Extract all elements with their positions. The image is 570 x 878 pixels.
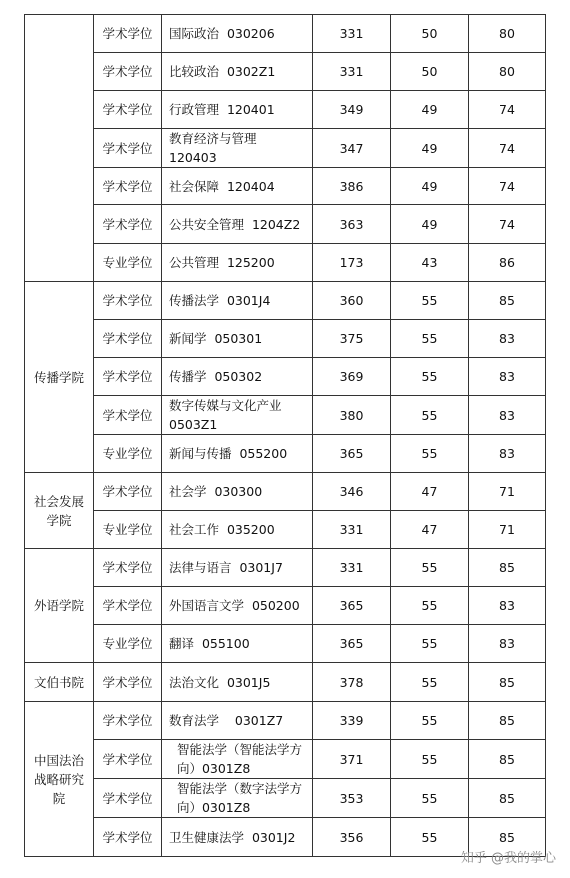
table-row [25,473,546,511]
total-score-cell: 331 [313,15,391,53]
total-score-cell: 365 [313,587,391,625]
single-subject-score-cell: 55 [391,818,469,857]
single-subject-score-cell: 49 [391,168,469,205]
table-row [25,282,546,320]
table-row [25,740,546,779]
degree-type-cell: 专业学位 [94,244,162,282]
major-cell: 公共安全管理 1204Z2 [162,205,313,244]
single-subject-score-cell: 55 [391,549,469,587]
total-score-cell: 331 [313,511,391,549]
total-score-cell: 346 [313,473,391,511]
single-subject-score-cell: 55 [391,282,469,320]
degree-type-cell: 学术学位 [94,818,162,857]
major-cell: 智能法学（数字法学方 向）0301Z8 [162,779,313,818]
single-subject-score-cell: 49 [391,205,469,244]
total-score-cell: 353 [313,779,391,818]
college-cell: 文伯书院 [25,663,94,702]
total-score-cell: 331 [313,549,391,587]
table-row [25,511,546,549]
single-subject-score-cell: 55 [391,358,469,396]
total-score-cell: 173 [313,244,391,282]
table-row [25,168,546,205]
other-subject-score-cell: 83 [469,625,546,663]
other-subject-score-cell: 85 [469,818,546,857]
major-cell: 传播学 050302 [162,358,313,396]
table-row [25,663,546,702]
major-cell: 数育法学 0301Z7 [162,702,313,740]
single-subject-score-cell: 55 [391,435,469,473]
single-subject-score-cell: 55 [391,587,469,625]
major-cell: 翻译 055100 [162,625,313,663]
single-subject-score-cell: 55 [391,625,469,663]
total-score-cell: 380 [313,396,391,435]
degree-type-cell: 学术学位 [94,168,162,205]
table-row [25,435,546,473]
single-subject-score-cell: 49 [391,129,469,168]
total-score-cell: 339 [313,702,391,740]
table-row [25,625,546,663]
single-subject-score-cell: 55 [391,740,469,779]
degree-type-cell: 学术学位 [94,473,162,511]
other-subject-score-cell: 83 [469,320,546,358]
major-cell: 法治文化 0301J5 [162,663,313,702]
table-row [25,702,546,740]
single-subject-score-cell: 47 [391,473,469,511]
other-subject-score-cell: 74 [469,168,546,205]
other-subject-score-cell: 74 [469,129,546,168]
major-cell: 新闻与传播 055200 [162,435,313,473]
major-cell: 行政管理 120401 [162,91,313,129]
other-subject-score-cell: 83 [469,358,546,396]
total-score-cell: 331 [313,53,391,91]
total-score-cell: 378 [313,663,391,702]
other-subject-score-cell: 86 [469,244,546,282]
degree-type-cell: 学术学位 [94,282,162,320]
other-subject-score-cell: 85 [469,663,546,702]
single-subject-score-cell: 55 [391,320,469,358]
major-cell: 社会保障 120404 [162,168,313,205]
other-subject-score-cell: 83 [469,435,546,473]
other-subject-score-cell: 85 [469,779,546,818]
degree-type-cell: 学术学位 [94,549,162,587]
other-subject-score-cell: 85 [469,549,546,587]
total-score-cell: 360 [313,282,391,320]
major-cell: 法律与语言 0301J7 [162,549,313,587]
table-row [25,587,546,625]
degree-type-cell: 学术学位 [94,91,162,129]
major-cell: 教育经济与管理 120403 [162,129,313,168]
other-subject-score-cell: 83 [469,587,546,625]
other-subject-score-cell: 71 [469,511,546,549]
major-cell: 智能法学（智能法学方 向）0301Z8 [162,740,313,779]
major-cell: 公共管理 125200 [162,244,313,282]
degree-type-cell: 学术学位 [94,358,162,396]
other-subject-score-cell: 80 [469,15,546,53]
major-cell: 数字传媒与文化产业 0503Z1 [162,396,313,435]
single-subject-score-cell: 55 [391,396,469,435]
single-subject-score-cell: 50 [391,15,469,53]
other-subject-score-cell: 85 [469,702,546,740]
total-score-cell: 369 [313,358,391,396]
degree-type-cell: 学术学位 [94,320,162,358]
total-score-cell: 375 [313,320,391,358]
college-cell: 社会发展学院 [25,473,94,549]
single-subject-score-cell: 50 [391,53,469,91]
single-subject-score-cell: 55 [391,702,469,740]
table-row [25,15,546,53]
watermark: 知乎 @我的掌心 [460,851,556,866]
major-cell: 传播法学 0301J4 [162,282,313,320]
total-score-cell: 371 [313,740,391,779]
table-row [25,549,546,587]
score-table [24,14,546,857]
other-subject-score-cell: 71 [469,473,546,511]
other-subject-score-cell: 80 [469,53,546,91]
major-cell: 国际政治 030206 [162,15,313,53]
degree-type-cell: 学术学位 [94,702,162,740]
college-cell: 传播学院 [25,282,94,473]
degree-type-cell: 学术学位 [94,129,162,168]
degree-type-cell: 学术学位 [94,779,162,818]
major-cell: 外国语言文学 050200 [162,587,313,625]
degree-type-cell: 学术学位 [94,587,162,625]
major-cell: 社会学 030300 [162,473,313,511]
college-cell: 中国法治战略研究院 [25,702,94,857]
total-score-cell: 363 [313,205,391,244]
other-subject-score-cell: 85 [469,282,546,320]
single-subject-score-cell: 43 [391,244,469,282]
major-cell: 比较政治 0302Z1 [162,53,313,91]
other-subject-score-cell: 74 [469,91,546,129]
score-table-body [25,15,546,857]
degree-type-cell: 学术学位 [94,205,162,244]
table-row [25,244,546,282]
table-row [25,205,546,244]
table-row [25,53,546,91]
table-row [25,358,546,396]
major-cell: 新闻学 050301 [162,320,313,358]
total-score-cell: 349 [313,91,391,129]
table-row [25,91,546,129]
degree-type-cell: 学术学位 [94,663,162,702]
college-cell: 外语学院 [25,549,94,663]
other-subject-score-cell: 74 [469,205,546,244]
degree-type-cell: 专业学位 [94,511,162,549]
other-subject-score-cell: 83 [469,396,546,435]
single-subject-score-cell: 47 [391,511,469,549]
single-subject-score-cell: 55 [391,779,469,818]
total-score-cell: 386 [313,168,391,205]
single-subject-score-cell: 55 [391,663,469,702]
total-score-cell: 365 [313,435,391,473]
table-row [25,396,546,435]
degree-type-cell: 学术学位 [94,396,162,435]
degree-type-cell: 专业学位 [94,625,162,663]
degree-type-cell: 学术学位 [94,740,162,779]
total-score-cell: 356 [313,818,391,857]
degree-type-cell: 学术学位 [94,53,162,91]
major-cell: 卫生健康法学 0301J2 [162,818,313,857]
table-row [25,129,546,168]
table-row [25,779,546,818]
degree-type-cell: 专业学位 [94,435,162,473]
major-cell: 社会工作 035200 [162,511,313,549]
total-score-cell: 365 [313,625,391,663]
table-row [25,320,546,358]
single-subject-score-cell: 49 [391,91,469,129]
other-subject-score-cell: 85 [469,740,546,779]
total-score-cell: 347 [313,129,391,168]
degree-type-cell: 学术学位 [94,15,162,53]
college-cell [25,15,94,282]
